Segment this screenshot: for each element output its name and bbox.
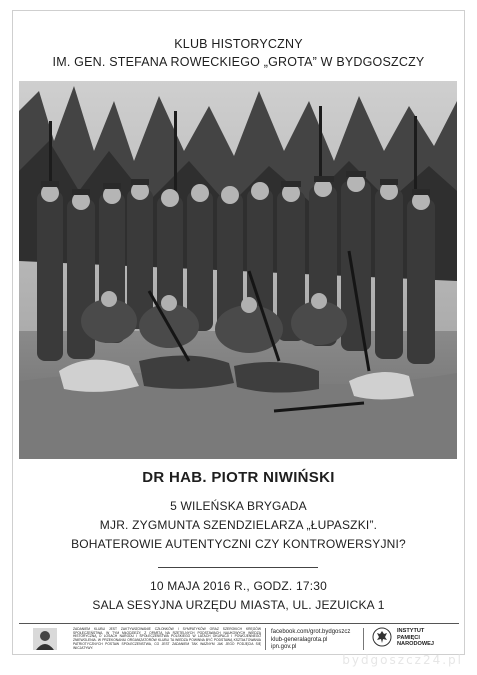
club-patron: IM. GEN. STEFANA ROWECKIEGO „GROTA” W BYDGOSZCZY	[52, 55, 425, 69]
poster	[12, 10, 465, 655]
footer-separator	[265, 628, 266, 650]
club-website-link[interactable]: klub-generalagrota.pl	[271, 636, 328, 643]
footer-separator	[363, 628, 364, 650]
speaker-name: DR HAB. PIOTR NIWIŃSKI	[142, 469, 335, 486]
lecture-title-line-1: 5 WILEŃSKA BRYGADA	[170, 499, 307, 513]
event-details	[13, 577, 464, 615]
partisans-group-photo	[19, 81, 457, 459]
site-watermark: bydgoszcz24.pl	[342, 653, 463, 667]
contact-links	[271, 629, 350, 652]
footer	[19, 623, 459, 652]
event-venue: SALA SESYJNA URZĘDU MIASTA, UL. JEZUICKA 1	[92, 598, 385, 612]
club-logo-caption: BYDGOSZCZ	[37, 648, 53, 651]
club-portrait-logo-icon	[33, 628, 57, 650]
ipn-website-link[interactable]: ipn.gov.pl	[271, 644, 297, 651]
lecture-title-line-3: BOHATEROWIE AUTENTYCZNI CZY KONTROWERSYJNI?	[71, 537, 406, 551]
club-name: KLUB HISTORYCZNY	[174, 37, 303, 51]
lecture-title-line-2: MJR. ZYGMUNTA SZENDZIELARZA „ŁUPASZKI”.	[99, 518, 378, 532]
club-mission-text: ZADANIEM KLUBU JEST ZAKTYWIZOWANIE CZŁONKÓW I SYMPATYKÓW ORAZ SZEROKICH KRĘGÓW SPOŁECZEŃSTWA, W TYM MŁODZIEŻY, Z OPARTĄ NA RZETELNYCH PODSTAWACH NAUKOWYCH WIEDZĄ HISTORYCZNĄ O LOSACH NARODU I SPOŁECZEŃSTWA POLSKIEGO W LATACH OKUPACJI I POWOJENNEGO ZNIEWOLENIA. W PRZEKONANIU ORGANIZATORÓW KLUBU TA WIEDZA POWINNA BYĆ PODSTAWĄ KSZTAŁTOWANIA PATRIOTYCZNYCH POSTAW SPOŁECZEŃSTWA, CO JEST ZADANIEM TAK WAŻNYM JAK JEGO PODJĘCIA SIĘ INICJATYWY.	[73, 627, 261, 650]
club-header	[13, 35, 464, 71]
facebook-link[interactable]: facebook.com/grot.bydgoszcz	[271, 629, 351, 635]
ipn-name-line-3: NARODOWEJ	[397, 641, 434, 648]
ipn-name-line-1: INSTYTUT	[397, 628, 425, 634]
lecture-title	[13, 497, 464, 554]
polish-eagle-emblem-icon	[372, 627, 392, 647]
event-datetime: 10 MAJA 2016 R., GODZ. 17:30	[149, 579, 328, 593]
ipn-name-line-2: PAMIĘCI	[397, 634, 420, 641]
divider	[158, 567, 318, 568]
historical-photo	[19, 81, 457, 459]
ipn-name	[397, 628, 434, 648]
